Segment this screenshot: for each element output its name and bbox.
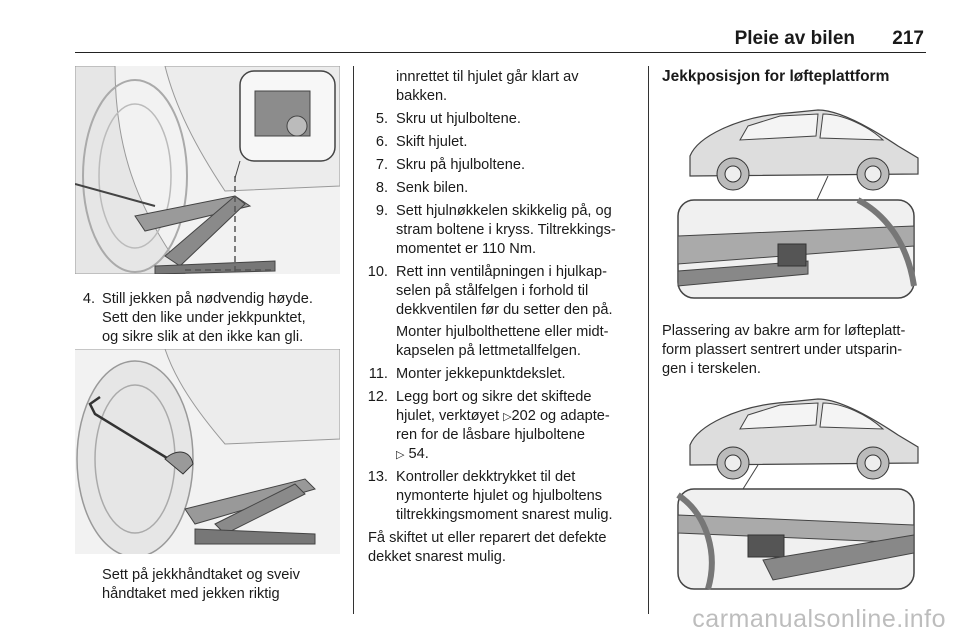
step-4-text-line: og sikre slik at den ikke kan gli.	[102, 329, 304, 345]
header-rule	[75, 52, 926, 53]
section-heading: Jekkposisjon for løfteplattform	[662, 68, 890, 85]
section-title: Pleie av bilen	[734, 28, 855, 49]
caption-line: form plassert sentrert under utsparin-	[662, 342, 903, 358]
step-8-text: Senk bilen.	[396, 180, 469, 196]
step-9-text-line: Sett hjulnøkkelen skikkelig på, og	[396, 203, 612, 219]
step-4-text-line: Still jekken på nødvendig høyde.	[102, 291, 313, 307]
step-10-text-line: Rett inn ventilåpningen i hjulkap-	[396, 264, 607, 280]
step-7-number: 7.	[375, 157, 388, 173]
lift-arm-front-illustration	[668, 96, 926, 308]
step-12-text-line: ren for de låsbare hjulboltene	[396, 427, 586, 443]
ref-arrow-icon: ▷	[503, 411, 512, 423]
final-note-line: Få skiftet ut eller reparert det defekte	[368, 530, 607, 546]
jack-under-car-illustration	[75, 66, 340, 274]
step-6-text: Skift hjulet.	[396, 134, 468, 150]
caption-line: Sett på jekkhåndtaket og sveiv	[102, 567, 300, 583]
step-continuation-line: innrettet til hjulet går klart av	[396, 69, 579, 85]
step-13-number: 13.	[367, 469, 388, 485]
step-13-text-line: Kontroller dekktrykket til det	[396, 469, 576, 485]
step-5-number: 5.	[375, 111, 388, 127]
jack-handle-illustration	[75, 349, 340, 554]
step-9-text-line: stram boltene i kryss. Tiltrekkings-	[396, 222, 616, 238]
step-6-number: 6.	[375, 134, 388, 150]
step-continuation-line: bakken.	[396, 88, 448, 104]
step-13-text-line: nymonterte hjulet og hjulboltens	[396, 488, 603, 504]
caption-line: gen i terskelen.	[662, 361, 761, 377]
step-5-text: Skru ut hjulboltene.	[396, 111, 521, 127]
step-10-number: 10.	[367, 264, 388, 280]
final-note-line: dekket snarest mulig.	[368, 549, 506, 565]
step-10-extra-line: kapselen på lettmetallfelgen.	[396, 343, 581, 359]
page-ref[interactable]: 202	[511, 408, 536, 424]
step-10-text-line: selen på stålfelgen i forhold til	[396, 283, 589, 299]
step-9-text-line: momentet er 110 Nm.	[396, 241, 537, 257]
step-12-text-line	[396, 445, 429, 465]
step-8-number: 8.	[375, 180, 388, 196]
page-header	[0, 0, 960, 52]
watermark: carmanualsonline.info	[692, 605, 946, 633]
step-10-text-line: dekkventilen før du setter den på.	[396, 302, 613, 318]
step-12-text-line: hjulet, verktøyet ▷202 og adapte-	[396, 407, 610, 427]
caption-line: håndtaket med jekken riktig	[102, 586, 280, 602]
caption-line: Plassering av bakre arm for løfteplatt-	[662, 323, 906, 339]
column-divider-2	[648, 66, 649, 614]
step-12-text-line: Legg bort og sikre det skiftede	[396, 389, 592, 405]
step-12-number: 12.	[367, 389, 388, 405]
step-9-number: 9.	[375, 203, 388, 219]
step-4-text-line: Sett den like under jekkpunktet,	[102, 310, 306, 326]
step-13-text-line: tiltrekkingsmoment snarest mulig.	[396, 507, 613, 523]
step-7-text: Skru på hjulboltene.	[396, 157, 525, 173]
step-11-number: 11.	[368, 366, 388, 382]
page-ref[interactable]: 54.	[408, 446, 429, 462]
ref-arrow-icon: ▷	[396, 449, 405, 461]
step-11-text: Monter jekkepunktdekslet.	[396, 366, 566, 382]
step-10-extra-line: Monter hjulbolthettene eller midt-	[396, 324, 609, 340]
step-4-number: 4.	[82, 291, 95, 307]
page-number: 217	[892, 28, 924, 49]
lift-arm-rear-illustration	[668, 385, 926, 597]
